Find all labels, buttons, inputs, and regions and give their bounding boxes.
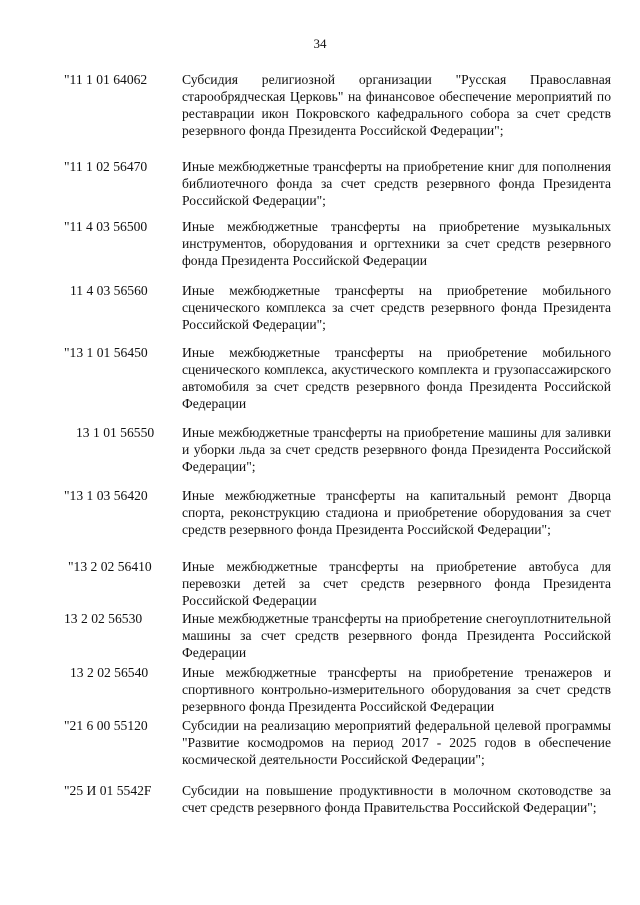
budget-description: Субсидии на реализацию мероприятий федеральной целевой программы "Развитие космодромов на период 2017 - 2025 годов в обеспечение космической деятельности Российской Федерации";: [182, 718, 611, 767]
budget-code: 11 4 03 56560: [70, 283, 148, 298]
budget-description: Субсидии на повышение продуктивности в молочном скотоводстве за счет средств резервного фонда Правительства Российской Федерации";: [182, 783, 611, 815]
budget-description: Иные межбюджетные трансферты на капитальный ремонт Дворца спорта, реконструкцию стадиона и приобретение оборудования за счет средств резервного фонда Президента Российской Федерации";: [182, 488, 611, 537]
budget-description: Субсидия религиозной организации "Русская Православная старообрядческая Церковь" на финансовое обеспечение мероприятий по реставрации икон Покровского кафедрального собора за счет средств резервного фонда Президента Российской Федерации";: [182, 72, 611, 138]
budget-description: Иные межбюджетные трансферты на приобретение книг для пополнения библиотечного фонда за счет средств резервного фонда Президента Российской Федерации";: [182, 159, 611, 208]
budget-description: Иные межбюджетные трансферты на приобретение тренажеров и спортивного контрольно-измерительного оборудования за счет средств резервного фонда Президента Российской Федерации: [182, 665, 611, 714]
page-number: 34: [313, 36, 327, 51]
budget-description: Иные межбюджетные трансферты на приобретение снегоуплотнительной машины за счет средств резервного фонда Президента Российской Федерации: [182, 611, 611, 660]
budget-description: Иные межбюджетные трансферты на приобретение мобильного сценического комплекса, акустического комплекта и грузопассажирского автомобиля за счет средств резервного фонда Президента Российской Федерации: [182, 345, 611, 411]
budget-code: "13 2 02 56410: [68, 559, 152, 574]
budget-code: "11 1 02 56470: [64, 159, 148, 174]
budget-code: "11 1 01 64062: [64, 72, 148, 87]
budget-description: Иные межбюджетные трансферты на приобретение машины для заливки и уборки льда за счет средств резервного фонда Президента Российской Федерации";: [182, 425, 611, 474]
budget-code: "21 6 00 55120: [64, 718, 148, 733]
budget-code: 13 2 02 56530: [64, 611, 143, 626]
budget-description: Иные межбюджетные трансферты на приобретение автобуса для перевозки детей за счет средств резервного фонда Президента Российской Федерации: [182, 559, 611, 608]
budget-code: 13 2 02 56540: [70, 665, 149, 680]
budget-code: "13 1 03 56420: [64, 488, 148, 503]
budget-code: "13 1 01 56450: [64, 345, 148, 360]
budget-description: Иные межбюджетные трансферты на приобретение музыкальных инструментов, оборудования и оргтехники за счет средств резервного фонда Президента Российской Федерации: [182, 219, 611, 268]
budget-description: Иные межбюджетные трансферты на приобретение мобильного сценического комплекса за счет средств резервного фонда Президента Российской Федерации";: [182, 283, 611, 332]
budget-code: "25 И 01 5542F: [64, 783, 152, 798]
budget-code: 13 1 01 56550: [76, 425, 155, 440]
budget-code: "11 4 03 56500: [64, 219, 148, 234]
